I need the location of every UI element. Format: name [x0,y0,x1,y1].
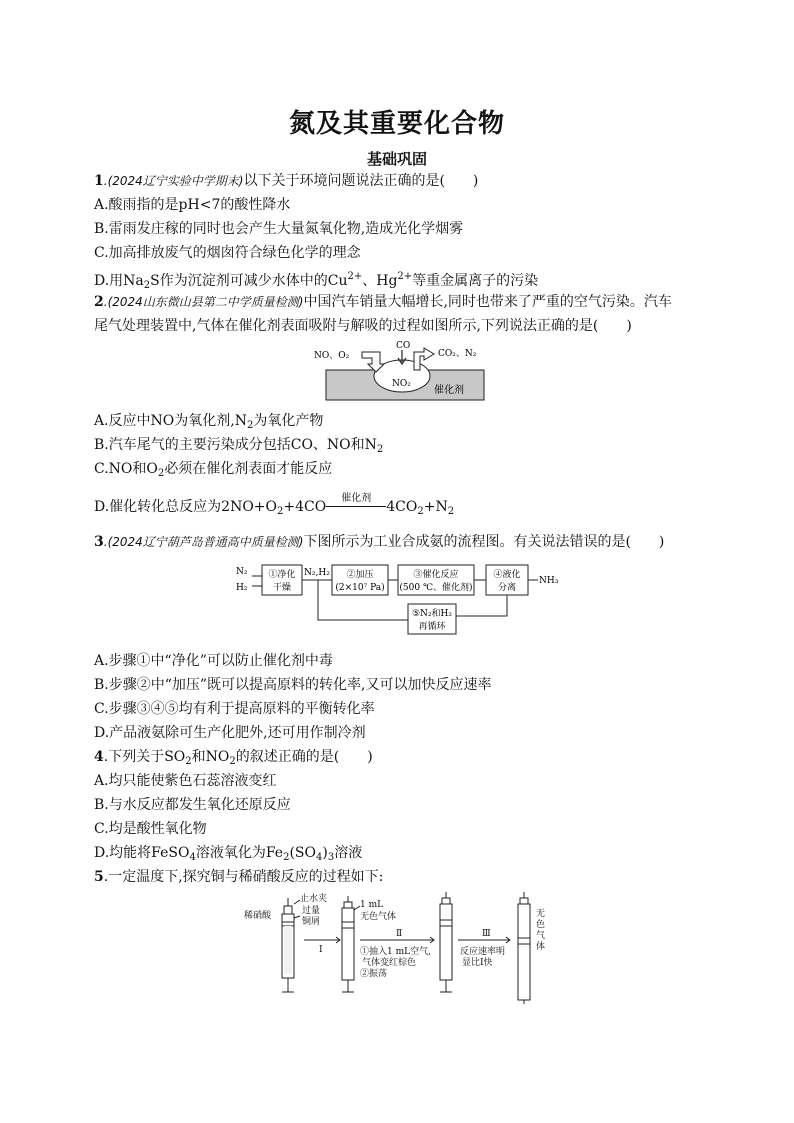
text: .下列关于SO [103,749,186,765]
label-operation-2: ②振荡 [360,969,388,979]
question-2-stem [94,293,672,311]
label-co: CO [396,341,411,351]
text: D.用Na [94,273,144,289]
q4-option-b: B.与水反应都发生氧化还原反应 [94,797,291,813]
q1-option-c: C.加高排放废气的烟囱符合绿色化学的理念 [94,245,361,261]
subscript: 4 [189,852,196,863]
subscript: 2 [143,280,151,291]
question-text: 下图所示为工业合成氨的流程图。有关说法错误的是( ) [303,534,665,550]
subscript: 2 [283,852,290,863]
label-colorless-gas-vertical: 气 [536,931,546,941]
question-number: 4 [94,749,104,765]
section-title: 基础巩固 [366,150,427,168]
syringe-4 [518,892,530,1004]
subscript: 2 [185,756,192,767]
label-rate-2: 显比Ⅰ快 [462,958,493,968]
label-colorless-gas-vertical: 色 [536,920,546,930]
superscript: 2+ [397,271,413,282]
question-3-stem [94,533,664,551]
catalyst-diagram [310,338,490,404]
text: 的叙述正确的是( ) [235,749,373,765]
label-step-2: Ⅱ [396,929,403,939]
subscript: 4 [316,852,323,863]
subscript: 3 [327,852,335,863]
question-1-stem [94,172,478,190]
text: C.NO和O [94,461,158,477]
q4-option-a: A.均只能使紫色石蕊溶液变红 [94,773,277,789]
syringe-1 [282,898,294,992]
label-operation-1: ①抽入1 mL空气, [360,947,431,957]
question-source: .(2024辽宁实验中学期末) [103,174,244,188]
label-h2: H₂ [236,583,248,593]
text: D.均能将FeSO [94,845,190,861]
catalyst-condition: 催化剂 [341,493,372,504]
q2-option-a [94,412,323,435]
question-4-stem [94,748,373,771]
text: A.反应中NO为氧化剂,N [94,413,247,429]
text: 4CO [386,499,418,515]
label-copper-scraps: 铜屑 [302,917,321,927]
q2-option-c [94,460,332,483]
syringe-2 [342,896,354,992]
q3-option-b: B.步骤②中“加压”既可以提高原料的转化率,又可以加快反应速率 [94,677,492,693]
subscript: 2 [277,506,284,517]
question-5-stem [94,868,383,886]
label-clamp: 止水夹 [300,894,328,904]
label-catalyst: 催化剂 [434,385,464,396]
label-step-1: Ⅰ [319,945,323,955]
box-purify-line1: ①净化 [268,570,296,580]
pointer [294,916,300,918]
question-number: 5 [94,869,104,885]
box-liquefy-line1: ④液化 [493,570,521,580]
label-rate-1: 反应速率明 [460,947,506,957]
page-title: 氮及其重要化合物 [288,109,505,139]
reaction-arrow [326,493,386,514]
label-n2: N₂ [236,567,248,577]
text: S作为沉淀剂可减少水体中的Cu [150,273,348,289]
label-mix: N₂,H₂ [304,568,330,578]
q3-option-a: A.步骤①中“净化”可以防止催化剂中毒 [94,653,333,669]
text: 溶液 [334,845,363,861]
label-inputs: NO、O₂ [314,351,350,361]
text: 为氧化产物 [253,413,324,429]
subscript: 2 [376,444,384,455]
superscript: 2+ [347,271,363,282]
label-operation-1-cont: 气体变红棕色 [362,958,417,968]
subscript: 2 [229,756,236,767]
question-text: .一定温度下,探究铜与稀硝酸反应的过程如下: [103,869,384,885]
subscript: 2 [157,468,165,479]
q2-option-d [94,493,455,521]
arrow-line [326,506,386,507]
text: +N [423,499,448,515]
box-recycle-line2: 再循环 [418,622,446,632]
text: 等重金属离子的污染 [412,273,539,289]
syringe-3 [440,892,452,992]
text: (SO [289,845,316,861]
question-source: .(2024辽宁葫芦岛普通高中质量检测) [103,535,304,549]
question-number: 3 [94,534,104,550]
subscript: 2 [247,420,254,431]
recycle-line [456,595,507,616]
question-text: 中国汽车销量大幅增长,同时也带来了严重的空气污染。汽车 [303,294,672,310]
label-no2: NO₂ [392,379,411,389]
text: 、Hg [362,273,398,289]
q4-option-c: C.均是酸性氧化物 [94,821,207,837]
label-colorless-gas: 无色气体 [360,912,397,922]
label-dilute-nitric-acid: 稀硝酸 [244,911,272,921]
label-nh3: NH₃ [539,576,559,586]
question-text: 以下关于环境问题说法正确的是( ) [243,173,479,189]
box-pressurize-line2: (2×10⁷ Pa) [335,583,385,593]
label-outputs: CO₂、N₂ [438,349,477,359]
q3-option-d: D.产品液氨除可生产化肥外,还可用作制冷剂 [94,725,366,741]
question-number: 2 [94,294,104,310]
box-catalysis-line2: (500 ℃、催化剂) [399,583,473,593]
text: B.汽车尾气的主要污染成分包括CO、NO和N [94,437,377,453]
text: ) [322,845,328,861]
text: +4CO [283,499,327,515]
text: D.催化转化总反应为2NO+O [94,499,278,515]
question-source: .(2024山东微山县第二中学质量检测) [103,295,304,309]
box-purify-line2: 干燥 [272,583,292,593]
text: 和NO [191,749,230,765]
text: 溶液氧化为Fe [195,845,284,861]
text: 必须在催化剂表面才能反应 [164,461,333,477]
q1-option-d [94,268,538,295]
ammonia-flowchart [232,560,572,638]
box-catalysis-line1: ③催化反应 [413,570,459,580]
q3-option-c: C.步骤③④⑤均有利于提高原料的平衡转化率 [94,701,375,717]
label-step-3: Ⅲ [482,929,491,939]
syringe-experiment-diagram [244,892,554,1004]
q1-option-a: A.酸雨指的是pH<7的酸性降水 [94,197,291,213]
label-1ml: 1 mL [360,900,384,910]
question-number: 1 [94,173,104,189]
q1-option-b: B.雷雨发庄稼的同时也会产生大量氮氧化物,造成光化学烟雾 [94,221,464,237]
label-colorless-gas-vertical: 无 [536,909,546,919]
box-recycle-line1: ⑤N₂和H₂ [411,609,453,619]
question-2-stem-cont: 尾气处理装置中,气体在催化剂表面吸附与解吸的过程如图所示,下列说法正确的是( ) [94,318,632,334]
box-pressurize-line1: ②加压 [346,570,374,580]
subscript: 2 [447,506,455,517]
label-excess: 过量 [302,906,321,916]
q2-option-b [94,436,383,459]
box-liquefy-line2: 分离 [497,583,517,593]
subscript: 2 [417,506,424,517]
label-colorless-gas-vertical: 体 [536,942,546,952]
q4-option-d [94,844,362,867]
